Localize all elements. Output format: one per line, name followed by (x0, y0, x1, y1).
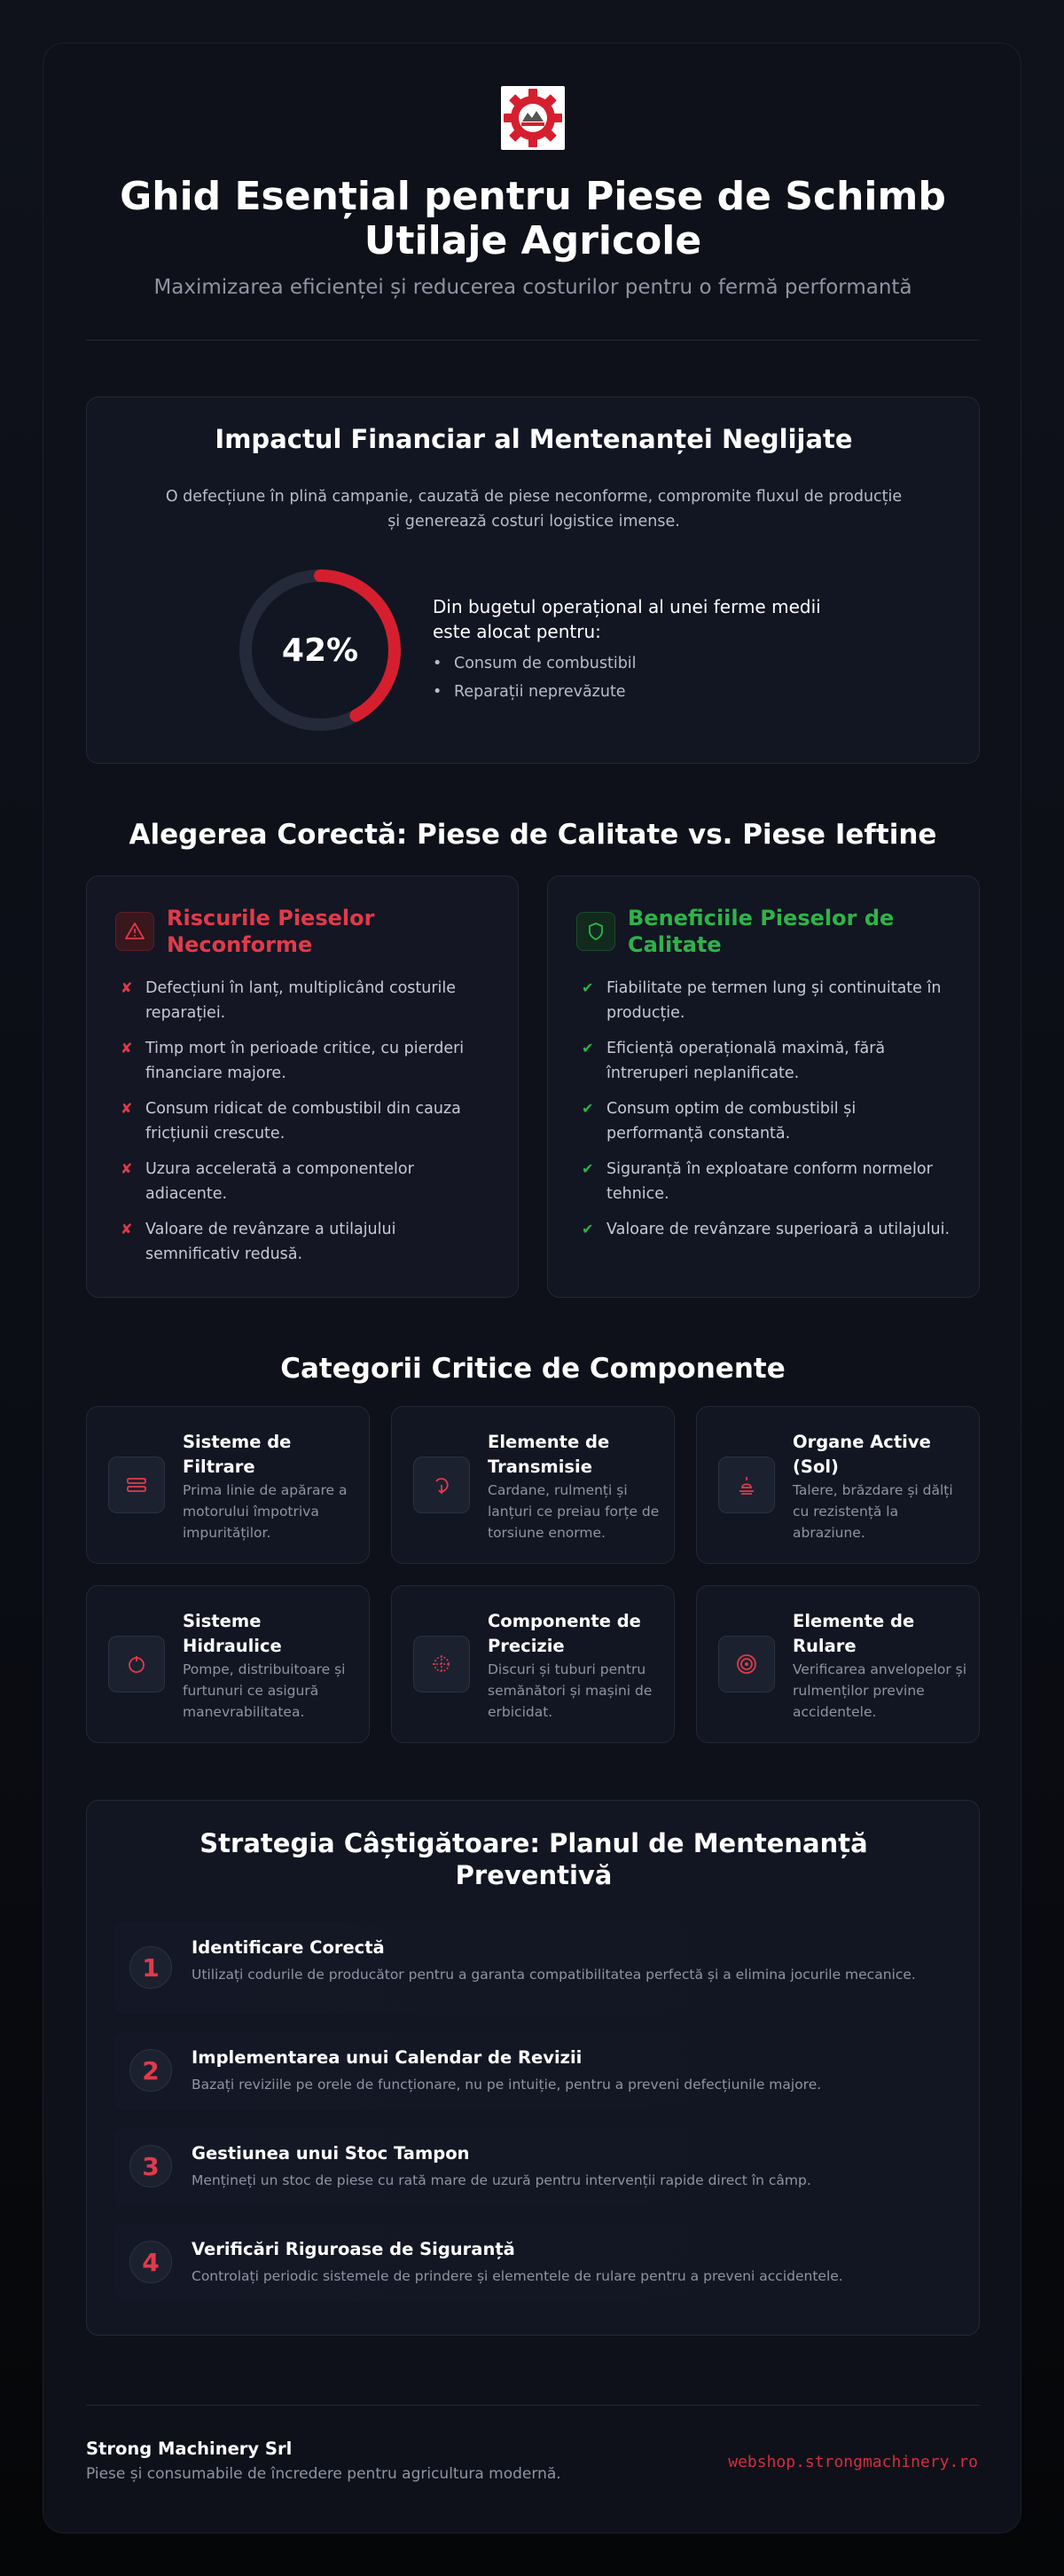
strategy-step (115, 2031, 952, 2109)
impact-text: O defecțiune în plină campanie, cauzată de piese neconforme, compromite fluxul de producție și generează costuri logistice imense. (165, 488, 903, 530)
gear-logo-icon (501, 86, 565, 150)
category-title: Organe Active (Sol) (793, 1432, 931, 1477)
check-icon: ✔ (582, 1221, 594, 1237)
category-card (696, 1406, 980, 1564)
risk-item: ✘ Valoare de revânzare a utilajului semnificativ redusă. (121, 1217, 493, 1277)
cross-icon: ✘ (121, 979, 133, 996)
footer-divider (86, 2405, 980, 2406)
step-title: Verificări Riguroase de Siguranță (192, 2239, 515, 2259)
risk-item: ✘ Consum ridicat de combustibil din cauza fricțiunii crescute. (121, 1096, 493, 1157)
soil-tool-icon (718, 1457, 775, 1513)
shield-icon (576, 912, 615, 951)
risks-card (86, 876, 519, 1298)
category-title: Elemente de Transmisie (488, 1432, 610, 1477)
category-desc: Cardane, rulmenți și lanțuri ce preiau forțe de torsiune enorme. (488, 1482, 660, 1541)
check-icon: ✔ (582, 1100, 594, 1117)
footer-company: Strong Machinery Srl (86, 2439, 293, 2459)
category-card (86, 1585, 370, 1743)
category-desc: Verificarea anvelopelor și rulmenților previne accidentele. (793, 1661, 967, 1720)
category-desc: Discuri și tuburi pentru semănători și mașini de erbicidat. (488, 1661, 653, 1720)
benefit-item: ✔ Valoare de revânzare superioară a utilajului. (582, 1217, 954, 1277)
step-number: 3 (129, 2145, 172, 2187)
impact-heading: Din bugetul operațional al unei ferme medii este alocat pentru: (433, 596, 821, 642)
page-subtitle: Maximizarea eficienței și reducerea costurilor pentru o fermă performantă (153, 276, 912, 299)
step-number: 2 (129, 2049, 172, 2092)
category-card (86, 1406, 370, 1564)
percent-label: 42% (281, 632, 359, 669)
footer-tagline: Piese și consumabile de încredere pentru agricultura modernă. (86, 2465, 561, 2483)
impact-title: Impactul Financiar al Mentenanței Neglijate (215, 424, 853, 454)
risks-title: Riscurile Pieselor Neconforme (167, 906, 375, 957)
category-desc: Prima linie de apărare a motorului împotriva impurităților. (183, 1482, 348, 1541)
strategy-step (115, 2223, 952, 2301)
risk-item: ✘ Timp mort în perioade critice, cu pierderi financiare majore. (121, 1036, 493, 1096)
impact-list (433, 655, 637, 711)
step-number: 4 (129, 2241, 172, 2283)
category-desc: Talere, brăzdare și dălți cu rezistență la abraziune. (793, 1482, 953, 1541)
header-divider (86, 340, 980, 341)
precision-icon (413, 1636, 470, 1692)
risk-item: ✘ Defecțiuni în lanț, multiplicând costurile reparației. (121, 976, 493, 1036)
page-title: Ghid Esențial pentru Piese de Schimb Utilaje Agricole (120, 174, 946, 263)
strategy-step (115, 2127, 952, 2205)
benefit-item: ✔ Eficiență operațională maximă, fără întreruperi neplanificate. (582, 1036, 954, 1096)
comparison-title: Alegerea Corectă: Piese de Calitate vs. Piese Ieftine (129, 819, 937, 851)
risk-item: ✘ Uzura accelerată a componentelor adiacente. (121, 1157, 493, 1217)
category-desc: Pompe, distribuitoare și furtunuri ce asigură manevrabilitatea. (183, 1661, 346, 1720)
benefits-title: Beneficiile Pieselor de Calitate (628, 906, 895, 957)
transmission-icon (413, 1457, 470, 1513)
step-title: Gestiunea unui Stoc Tampon (192, 2143, 470, 2164)
strategy-step (115, 1921, 952, 2014)
filter-icon (108, 1457, 165, 1513)
category-card (391, 1585, 675, 1743)
category-title: Sisteme de Filtrare (183, 1432, 292, 1477)
cross-icon: ✘ (121, 1040, 133, 1056)
cross-icon: ✘ (121, 1100, 133, 1117)
strategy-card (86, 1800, 980, 2336)
step-title: Identificare Corectă (192, 1937, 385, 1958)
impact-list-item: • Reparații neprevăzute (433, 683, 637, 711)
category-card (391, 1406, 675, 1564)
strategy-title: Strategia Câștigătoare: Planul de Mentenanță Preventivă (200, 1828, 868, 1890)
category-card (696, 1585, 980, 1743)
footer-website-link[interactable]: webshop.strongmachinery.ro (728, 2453, 978, 2471)
category-title: Sisteme Hidraulice (183, 1611, 282, 1656)
benefit-item: ✔ Siguranță în exploatare conform normelor tehnice. (582, 1157, 954, 1217)
cross-icon: ✘ (121, 1160, 133, 1177)
benefits-card (547, 876, 980, 1298)
step-desc: Controlați periodic sistemele de prindere și elementele de rulare pentru a preveni accidentele. (192, 2268, 843, 2284)
warning-triangle-icon (115, 912, 154, 951)
categories-title: Categorii Critice de Componente (280, 1353, 786, 1385)
check-icon: ✔ (582, 1160, 594, 1177)
benefit-item: ✔ Consum optim de combustibil și performanță constantă. (582, 1096, 954, 1157)
check-icon: ✔ (582, 1040, 594, 1056)
step-desc: Utilizați codurile de producător pentru a garanta compatibilitatea perfectă și a elimina jocurile mecanice. (192, 1967, 916, 1983)
benefits-list (582, 976, 954, 1277)
hydraulic-icon (108, 1636, 165, 1692)
impact-list-item: • Consum de combustibil (433, 655, 637, 683)
step-number: 1 (129, 1946, 172, 1989)
wheel-icon (718, 1636, 775, 1692)
category-title: Componente de Precizie (488, 1611, 641, 1656)
benefit-item: ✔ Fiabilitate pe termen lung și continuitate în producție. (582, 976, 954, 1036)
step-desc: Mențineți un stoc de piese cu rată mare de uzură pentru intervenții rapide direct în câmp. (192, 2172, 811, 2188)
step-title: Implementarea unui Calendar de Revizii (192, 2047, 583, 2068)
page-container (43, 43, 1021, 2533)
risks-list (121, 976, 493, 1277)
category-title: Elemente de Rulare (793, 1611, 915, 1656)
impact-card (86, 397, 980, 764)
cross-icon: ✘ (121, 1221, 133, 1237)
step-desc: Bazați reviziile pe orele de funcționare, nu pe intuiție, pentru a preveni defecțiunile majore. (192, 2077, 822, 2093)
check-icon: ✔ (582, 979, 594, 996)
